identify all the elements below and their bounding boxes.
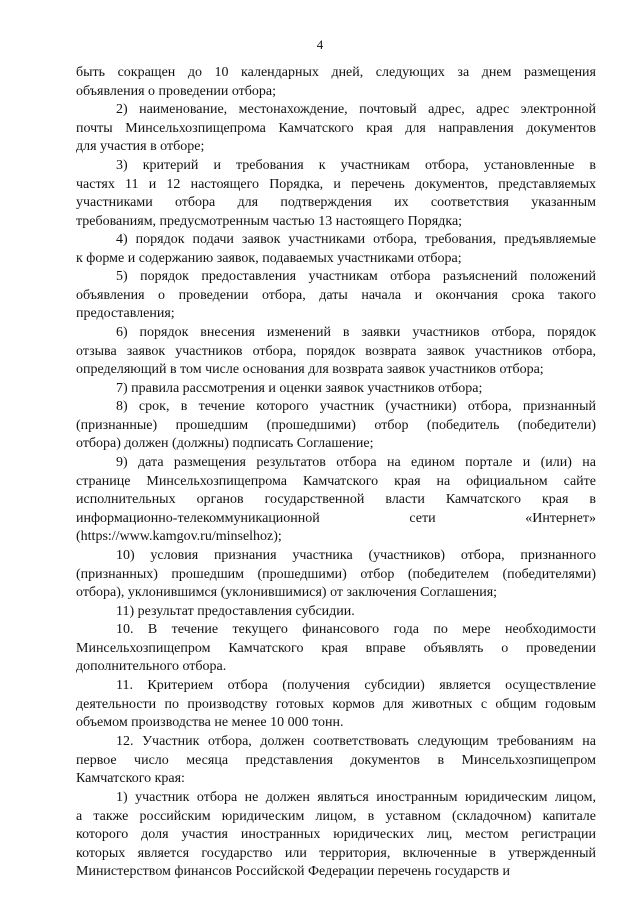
text-line: отзыва заявок участников отбора, порядок возврата заявок участников отбора, (76, 343, 596, 359)
text-line: 9) дата размещения результатов отбора на едином портале и (или) на (116, 455, 596, 470)
text-line: а также российским юридическим лицом, в уставном (складочном) капитале (76, 808, 596, 824)
text-line: к форме и содержанию заявок, подаваемых участниками отбора; (76, 250, 462, 266)
text-line: Министерством финансов Российской Федерации перечень государств и (76, 864, 510, 879)
text-line: 11) результат предоставления субсидии. (116, 604, 355, 619)
paragraph-s12 (76, 733, 596, 789)
text-line: отбора), уклонившимся (уклонившимися) от заключения Соглашения; (76, 585, 498, 600)
paragraph-p5 (76, 268, 596, 324)
text-line: объемом производства не менее 10 000 тонн. (76, 715, 344, 730)
text-line: Минсельхозпищепром Камчатского края вправе объявлять о проведении (76, 640, 596, 656)
text-line: частях 11 и 12 настоящего Порядка, и перечень документов, представляемых (76, 176, 596, 192)
text-line: предоставления; (76, 306, 175, 321)
text-line: 10. В течение текущего финансового года по мере необходимости (116, 622, 596, 637)
paragraph-p11 (76, 603, 596, 622)
paragraph-p7 (76, 380, 596, 399)
text-line: 2) наименование, местонахождение, почтовый адрес, адрес электронной (116, 102, 596, 117)
text-line: отбора) должен (должны) подписать Соглашение; (76, 436, 374, 451)
paragraph-p6 (76, 324, 596, 380)
paragraph-p4 (76, 231, 596, 268)
paragraph-s10 (76, 621, 596, 677)
text-line: 8) срок, в течение которого участник (участники) отбора, признанный (116, 399, 596, 414)
text-line: 3) критерий и требования к участникам отбора, установленные в (116, 158, 596, 173)
paragraph-cont (76, 64, 596, 101)
text-line: требованиям, предусмотренным частью 13 настоящего Порядка; (76, 213, 463, 229)
text-line: 7) правила рассмотрения и оценки заявок участников отбора; (116, 381, 483, 396)
text-line: исполнительных органов государственной власти Камчатского края в (76, 492, 596, 507)
text-line: для участия в отборе; (76, 139, 205, 154)
text-line: участниками отбора для подтверждения их соответствия указанным (76, 195, 596, 210)
paragraph-p8 (76, 398, 596, 454)
text-line: определяющий в том числе основания для возврата заявок участников отбора; (76, 362, 544, 377)
text-line: почты Минсельхозпищепрома Камчатского края для направления документов (76, 120, 596, 136)
paragraph-s11 (76, 677, 596, 733)
text-line: 12. Участник отбора, должен соответствовать следующим требованиям на (116, 734, 596, 749)
text-line: (https://www.kamgov.ru/minselhoz); (76, 529, 282, 544)
text-line: 10) условия признания участника (участников) отбора, признанного (116, 548, 596, 563)
text-line: быть сокращен до 10 календарных дней, следующих за днем размещения (76, 65, 596, 80)
text-line: деятельности по производству готовых кормов для животных с общим годовым (76, 696, 596, 712)
text-line: объявления о проведении отбора, даты начала и окончания срока такого (76, 287, 596, 303)
text-line: объявления о проведении отбора; (76, 83, 277, 99)
text-line: которых является государство или территория, включенные в утвержденный (76, 845, 596, 861)
text-line: (признанные) прошедшим (прошедшими) отбор (победитель (победители) (76, 417, 596, 433)
text-line: Камчатского края: (76, 771, 185, 786)
page-number: 4 (316, 37, 324, 52)
text-line: которого доля участия иностранных юридических лиц, местом регистрации (76, 827, 596, 842)
text-line: информационно-телекоммуникационной сети «Интернет» (76, 510, 596, 526)
paragraph-p3 (76, 157, 596, 231)
text-line: 5) порядок предоставления участникам отбора разъяснений положений (116, 269, 596, 284)
text-line: первое число месяца представления документов в Минсельхозпищепром (76, 752, 596, 768)
text-line: (признанных) прошедшим (прошедшими) отбор (победителем (победителями) (76, 566, 596, 582)
text-line: дополнительного отбора. (76, 659, 227, 674)
paragraph-p10 (76, 547, 596, 603)
paragraph-s12-1 (76, 789, 596, 882)
text-line: странице Минсельхозпищепрома Камчатского края на официальном сайте (76, 473, 596, 489)
paragraph-p2 (76, 101, 596, 157)
text-line: 11. Критерием отбора (получения субсидии) является осуществление (116, 678, 596, 693)
text-line: 6) порядок внесения изменений в заявки участников отбора, порядок (116, 325, 596, 340)
text-line: 1) участник отбора не должен являться иностранным юридическим лицом, (116, 790, 596, 805)
text-line: 4) порядок подачи заявок участниками отбора, требования, предъявляемые (116, 232, 596, 247)
paragraph-p9 (76, 454, 596, 547)
